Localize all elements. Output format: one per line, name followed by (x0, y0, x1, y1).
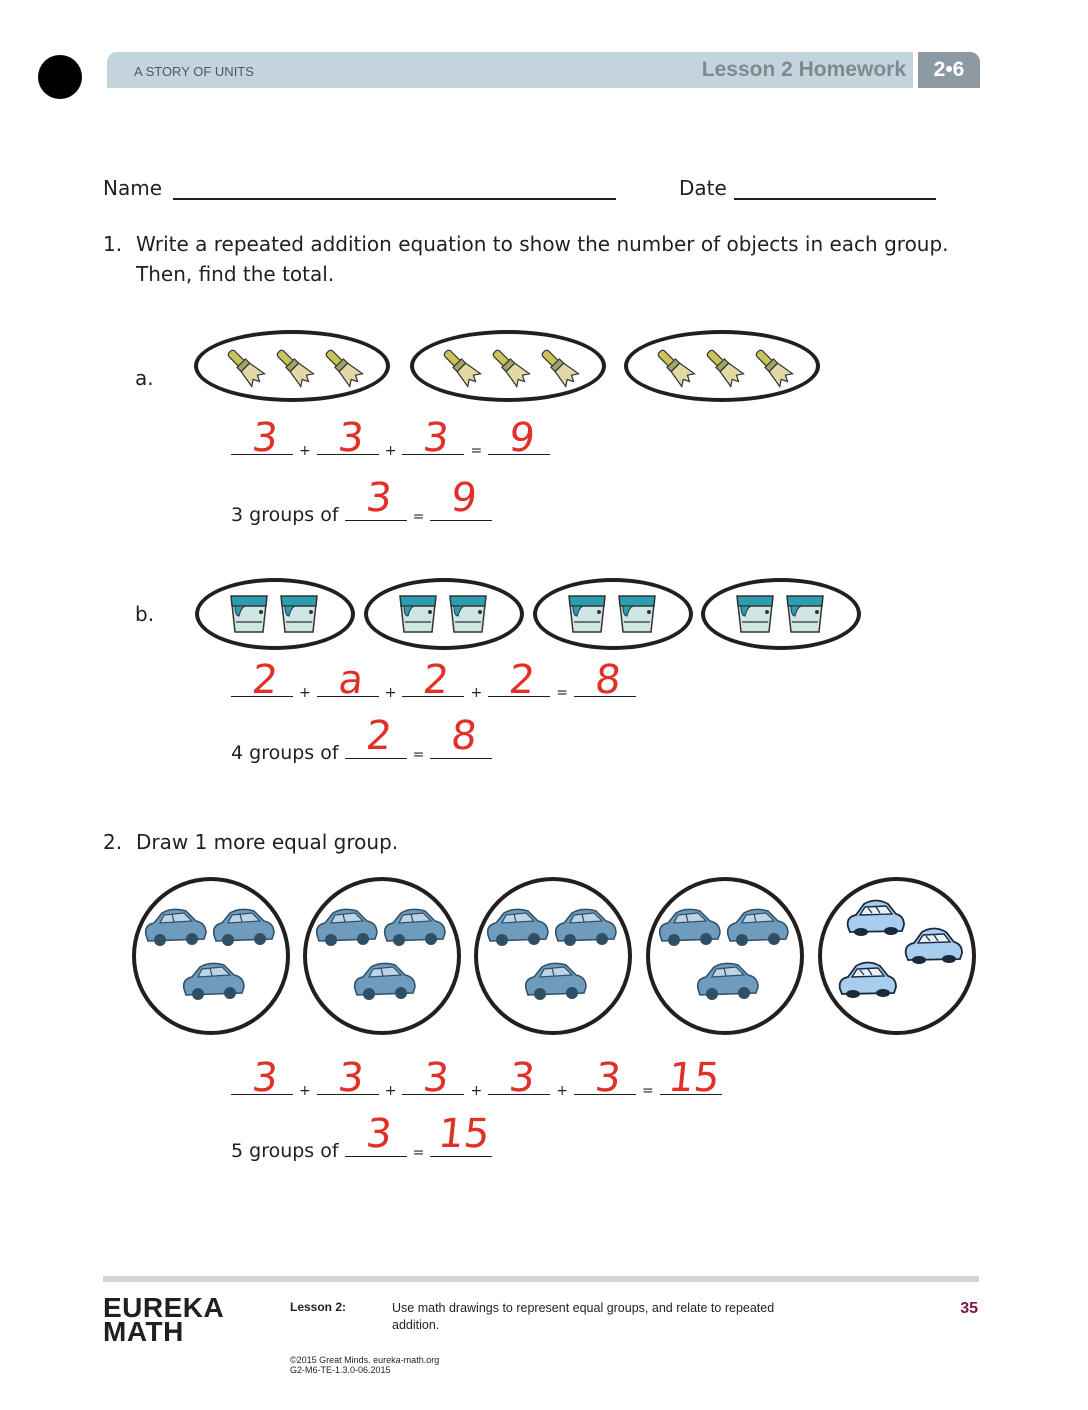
answer-addend: 3 (421, 415, 452, 461)
paintbrush-icon (194, 330, 390, 402)
car-icon (132, 877, 290, 1035)
answer-addend: 3 (592, 1055, 624, 1101)
equals-sign: = (412, 747, 425, 763)
answer-size: 2 (363, 713, 394, 759)
groups-of-2 (231, 1111, 493, 1162)
equals-sign: = (556, 685, 568, 701)
total-blank[interactable] (430, 713, 492, 759)
groups-text: 5 groups of (231, 1140, 339, 1162)
problem2-number: 2. (103, 830, 123, 854)
equals-sign: = (641, 1083, 654, 1099)
answer-addend: a (336, 657, 366, 703)
answer-addend: 2 (421, 657, 452, 703)
name-field[interactable] (173, 198, 616, 200)
answer-addend: 3 (249, 1055, 281, 1101)
addend-blank[interactable] (231, 1055, 293, 1101)
problem2-prompt: Draw 1 more equal group. (136, 830, 399, 854)
answer-sum: 15 (665, 1055, 722, 1101)
size-blank[interactable] (345, 475, 407, 521)
addend-blank[interactable] (317, 657, 379, 703)
plus-sign: + (384, 443, 397, 459)
footer-lesson-desc: Use math drawings to represent equal groups, and relate to repeated addition. (392, 1301, 775, 1332)
answer-total: 9 (449, 475, 480, 521)
addend-blank[interactable] (317, 1055, 379, 1101)
problem1-line1: Write a repeated addition equation to show the number of objects in each group. (136, 232, 949, 256)
equation-1b (231, 657, 636, 703)
page-number: 35 (960, 1300, 978, 1317)
car-icon (474, 877, 632, 1035)
groups-text: 3 groups of (231, 504, 339, 526)
plus-sign: + (470, 685, 483, 701)
plus-sign: + (299, 443, 311, 459)
logo-line1: EUREKA (103, 1292, 225, 1323)
problem1-number: 1. (103, 232, 123, 256)
answer-addend: 2 (249, 657, 281, 703)
car-icon (646, 877, 804, 1035)
equals-sign: = (412, 1145, 425, 1161)
date-field[interactable] (734, 198, 936, 200)
lesson-title: Lesson 2 Homework (701, 58, 906, 81)
binder-hole (38, 55, 82, 99)
answer-addend: 3 (335, 1055, 366, 1101)
plus-sign: + (384, 685, 397, 701)
paint-bucket-icon (533, 578, 693, 650)
plus-sign: + (384, 1083, 397, 1099)
sum-blank[interactable] (488, 415, 550, 461)
addend-blank[interactable] (574, 1055, 636, 1101)
equals-sign: = (412, 509, 425, 525)
addend-blank[interactable] (488, 1055, 550, 1101)
paint-bucket-icon (364, 578, 524, 650)
total-blank[interactable] (430, 475, 492, 521)
groups-text: 4 groups of (231, 742, 339, 764)
logo-line2: MATH (103, 1316, 184, 1347)
addend-blank[interactable] (231, 657, 293, 703)
answer-addend: 3 (421, 1055, 452, 1101)
answer-size: 3 (363, 1111, 394, 1157)
answer-size: 3 (363, 475, 394, 521)
groups-of-1a (231, 475, 492, 526)
plus-sign: + (470, 1083, 483, 1099)
name-label: Name (103, 176, 163, 200)
equation-1a (231, 415, 550, 461)
paint-bucket-icon (195, 578, 355, 650)
addend-blank[interactable] (488, 657, 550, 703)
paint-bucket-icon (701, 578, 861, 650)
plus-sign: + (299, 1083, 311, 1099)
problem1a-label: a. (135, 366, 154, 390)
drawn-car-icon (818, 877, 976, 1035)
lesson-code: 2•6 (918, 52, 980, 88)
total-blank[interactable] (430, 1111, 493, 1157)
copyright-line: ©2015 Great Minds. eureka-math.org (290, 1355, 440, 1365)
answer-sum: 8 (592, 657, 624, 703)
paintbrush-icon (624, 330, 820, 402)
answer-addend: 3 (507, 1055, 538, 1101)
copyright (290, 1355, 439, 1375)
car-icon (303, 877, 461, 1035)
date-label: Date (679, 176, 727, 200)
groups-of-1b (231, 713, 492, 764)
answer-sum: 9 (507, 415, 538, 461)
problem1b-label: b. (135, 602, 155, 626)
answer-addend: 2 (507, 657, 538, 703)
footer-divider (103, 1276, 979, 1282)
footer-lesson-label: Lesson 2: (290, 1300, 347, 1314)
size-blank[interactable] (345, 713, 407, 759)
addend-blank[interactable] (317, 415, 379, 461)
sum-blank[interactable] (660, 1055, 722, 1101)
addend-blank[interactable] (402, 415, 464, 461)
equation-2 (231, 1055, 722, 1101)
sum-blank[interactable] (574, 657, 636, 703)
addend-blank[interactable] (402, 1055, 464, 1101)
equals-sign: = (470, 443, 483, 459)
plus-sign: + (299, 685, 311, 701)
document-code: G2-M6-TE-1.3.0-06.2015 (290, 1365, 391, 1375)
size-blank[interactable] (345, 1111, 407, 1157)
addend-blank[interactable] (231, 415, 293, 461)
addend-blank[interactable] (402, 657, 464, 703)
plus-sign: + (556, 1083, 568, 1099)
series-title: A STORY OF UNITS (134, 64, 254, 79)
answer-addend: 3 (249, 415, 281, 461)
problem1-line2: Then, find the total. (136, 262, 335, 286)
answer-total: 8 (449, 713, 480, 759)
answer-total: 15 (436, 1111, 493, 1157)
eureka-math-logo (103, 1292, 225, 1347)
answer-addend: 3 (335, 415, 366, 461)
paintbrush-icon (410, 330, 606, 402)
